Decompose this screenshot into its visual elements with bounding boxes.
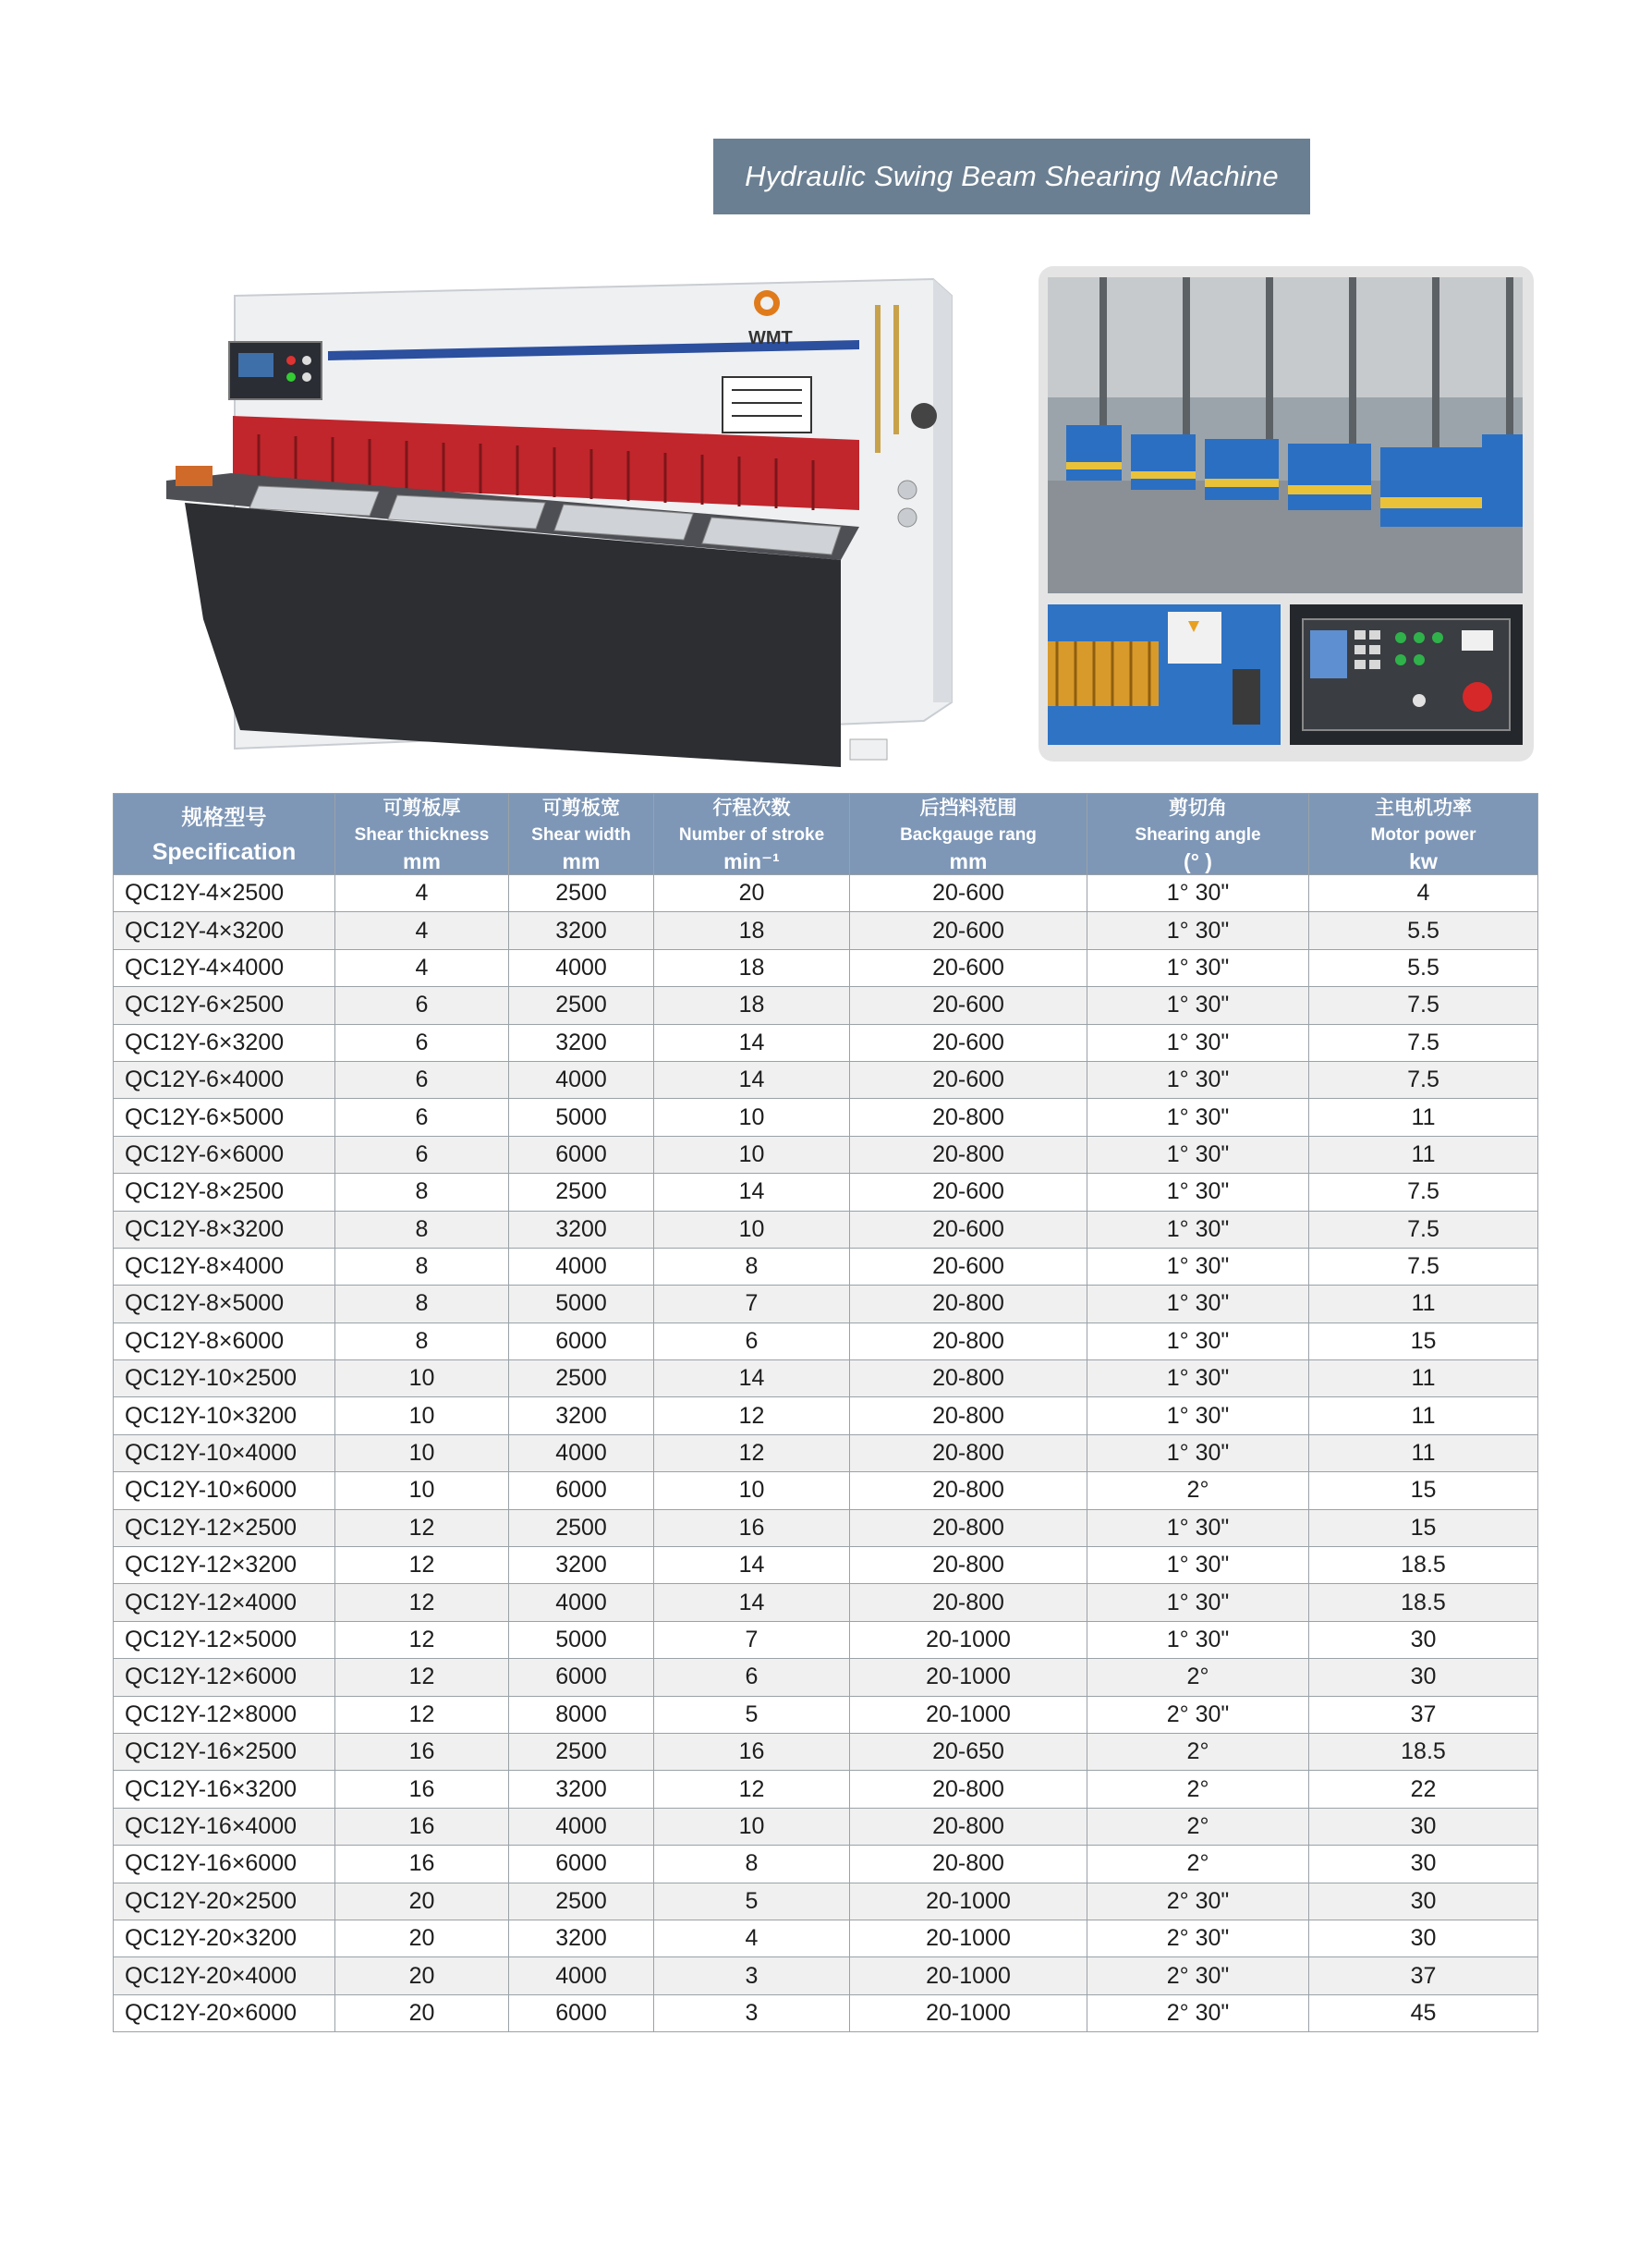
table-row bbox=[114, 1434, 1538, 1471]
cell-motor-power: 11 bbox=[1309, 1136, 1538, 1173]
cell-backgauge: 20-600 bbox=[850, 1061, 1087, 1098]
cell-shear-width: 6000 bbox=[509, 1323, 654, 1359]
cell-model: QC12Y-12×2500 bbox=[114, 1509, 335, 1546]
cell-backgauge: 20-800 bbox=[850, 1434, 1087, 1471]
cell-shear-thickness: 10 bbox=[335, 1397, 509, 1434]
cell-shear-thickness: 10 bbox=[335, 1360, 509, 1397]
cell-shear-width: 2500 bbox=[509, 1733, 654, 1770]
cell-backgauge: 20-800 bbox=[850, 1323, 1087, 1359]
cell-shear-thickness: 10 bbox=[335, 1472, 509, 1509]
cell-shearing-angle: 1° 30" bbox=[1087, 1621, 1309, 1658]
cell-strokes: 14 bbox=[654, 1547, 850, 1584]
table-row bbox=[114, 1323, 1538, 1359]
cell-motor-power: 18.5 bbox=[1309, 1584, 1538, 1621]
cell-shear-width: 2500 bbox=[509, 1509, 654, 1546]
cell-model: QC12Y-8×4000 bbox=[114, 1248, 335, 1285]
cell-backgauge: 20-600 bbox=[850, 987, 1087, 1024]
cell-shear-width: 8000 bbox=[509, 1696, 654, 1733]
cell-shear-thickness: 20 bbox=[335, 1994, 509, 2031]
cell-shearing-angle: 2° 30" bbox=[1087, 1957, 1309, 1994]
cell-model: QC12Y-8×3200 bbox=[114, 1211, 335, 1248]
cell-backgauge: 20-600 bbox=[850, 875, 1087, 912]
cell-shear-width: 2500 bbox=[509, 987, 654, 1024]
cell-strokes: 3 bbox=[654, 1957, 850, 1994]
cell-shearing-angle: 1° 30" bbox=[1087, 1061, 1309, 1098]
cell-shear-thickness: 20 bbox=[335, 1920, 509, 1956]
cell-model: QC12Y-4×3200 bbox=[114, 912, 335, 949]
cell-motor-power: 4 bbox=[1309, 875, 1538, 912]
cell-shear-thickness: 16 bbox=[335, 1771, 509, 1808]
header-en: Shear width bbox=[531, 824, 631, 845]
cell-model: QC12Y-20×2500 bbox=[114, 1883, 335, 1920]
cell-shearing-angle: 1° 30" bbox=[1087, 1099, 1309, 1136]
cell-shear-thickness: 4 bbox=[335, 949, 509, 986]
cell-shear-thickness: 8 bbox=[335, 1248, 509, 1285]
header-motor-power bbox=[1309, 794, 1538, 875]
cell-motor-power: 37 bbox=[1309, 1957, 1538, 1994]
cell-strokes: 5 bbox=[654, 1696, 850, 1733]
cell-motor-power: 5.5 bbox=[1309, 912, 1538, 949]
cell-shear-width: 3200 bbox=[509, 912, 654, 949]
cell-model: QC12Y-16×3200 bbox=[114, 1771, 335, 1808]
cell-strokes: 20 bbox=[654, 875, 850, 912]
cell-model: QC12Y-10×6000 bbox=[114, 1472, 335, 1509]
table-row bbox=[114, 875, 1538, 912]
cell-motor-power: 30 bbox=[1309, 1883, 1538, 1920]
cell-backgauge: 20-600 bbox=[850, 1174, 1087, 1211]
cell-shearing-angle: 1° 30" bbox=[1087, 1136, 1309, 1173]
table-row bbox=[114, 1286, 1538, 1323]
cell-shearing-angle: 2° 30" bbox=[1087, 1696, 1309, 1733]
blade-detail-photo bbox=[1048, 604, 1281, 745]
cell-shear-thickness: 8 bbox=[335, 1174, 509, 1211]
cell-model: QC12Y-16×2500 bbox=[114, 1733, 335, 1770]
cell-backgauge: 20-1000 bbox=[850, 1659, 1087, 1696]
table-row bbox=[114, 1696, 1538, 1733]
cell-strokes: 7 bbox=[654, 1286, 850, 1323]
cell-shear-width: 6000 bbox=[509, 1846, 654, 1883]
header-shear-thickness bbox=[335, 794, 509, 875]
cell-shear-width: 3200 bbox=[509, 1024, 654, 1061]
cell-shear-width: 2500 bbox=[509, 1883, 654, 1920]
cell-shear-thickness: 12 bbox=[335, 1621, 509, 1658]
cell-shearing-angle: 1° 30" bbox=[1087, 987, 1309, 1024]
table-row bbox=[114, 1061, 1538, 1098]
cell-strokes: 10 bbox=[654, 1136, 850, 1173]
cell-shear-width: 3200 bbox=[509, 1397, 654, 1434]
cell-backgauge: 20-800 bbox=[850, 1099, 1087, 1136]
cell-motor-power: 11 bbox=[1309, 1099, 1538, 1136]
cell-motor-power: 30 bbox=[1309, 1846, 1538, 1883]
cell-model: QC12Y-10×2500 bbox=[114, 1360, 335, 1397]
cell-strokes: 10 bbox=[654, 1099, 850, 1136]
cell-shearing-angle: 1° 30" bbox=[1087, 949, 1309, 986]
cell-shearing-angle: 1° 30" bbox=[1087, 1211, 1309, 1248]
header-zh: 可剪板宽 bbox=[542, 797, 620, 819]
cell-strokes: 8 bbox=[654, 1846, 850, 1883]
cell-backgauge: 20-1000 bbox=[850, 1994, 1087, 2031]
cell-shear-thickness: 16 bbox=[335, 1846, 509, 1883]
cell-strokes: 6 bbox=[654, 1323, 850, 1359]
cell-shear-width: 4000 bbox=[509, 1957, 654, 1994]
header-en: Shear thickness bbox=[354, 824, 490, 845]
cell-shear-width: 4000 bbox=[509, 1434, 654, 1471]
cell-motor-power: 7.5 bbox=[1309, 1061, 1538, 1098]
cell-shearing-angle: 1° 30" bbox=[1087, 1547, 1309, 1584]
cell-shear-width: 4000 bbox=[509, 949, 654, 986]
cell-model: QC12Y-8×2500 bbox=[114, 1174, 335, 1211]
cell-shear-width: 2500 bbox=[509, 1174, 654, 1211]
cell-shear-width: 6000 bbox=[509, 1136, 654, 1173]
cell-backgauge: 20-800 bbox=[850, 1846, 1087, 1883]
header-en: Number of stroke bbox=[678, 824, 825, 845]
cell-backgauge: 20-800 bbox=[850, 1547, 1087, 1584]
brand-name: WMT bbox=[748, 328, 793, 348]
cell-shear-width: 3200 bbox=[509, 1211, 654, 1248]
table-row bbox=[114, 1957, 1538, 1994]
cell-shearing-angle: 2° bbox=[1087, 1659, 1309, 1696]
cell-shear-thickness: 16 bbox=[335, 1808, 509, 1845]
spec-table bbox=[113, 793, 1538, 2032]
cell-shear-thickness: 6 bbox=[335, 1061, 509, 1098]
cell-shearing-angle: 2° 30" bbox=[1087, 1920, 1309, 1956]
cell-shear-thickness: 6 bbox=[335, 987, 509, 1024]
header-unit: mm bbox=[562, 848, 601, 873]
cell-motor-power: 15 bbox=[1309, 1509, 1538, 1546]
table-row bbox=[114, 987, 1538, 1024]
cell-shearing-angle: 1° 30" bbox=[1087, 1174, 1309, 1211]
cell-shear-thickness: 10 bbox=[335, 1434, 509, 1471]
cell-model: QC12Y-12×4000 bbox=[114, 1584, 335, 1621]
table-row bbox=[114, 1211, 1538, 1248]
table-row bbox=[114, 1920, 1538, 1956]
cell-shearing-angle: 1° 30" bbox=[1087, 1360, 1309, 1397]
photo-gallery bbox=[1039, 266, 1534, 762]
header-en: Specification bbox=[152, 838, 297, 865]
table-row bbox=[114, 1808, 1538, 1845]
header-zh: 可剪板厚 bbox=[383, 797, 461, 819]
header-zh: 剪切角 bbox=[1169, 797, 1227, 819]
cell-backgauge: 20-800 bbox=[850, 1286, 1087, 1323]
cell-shearing-angle: 1° 30" bbox=[1087, 1248, 1309, 1285]
table-row bbox=[114, 1024, 1538, 1061]
cell-motor-power: 5.5 bbox=[1309, 949, 1538, 986]
cell-backgauge: 20-800 bbox=[850, 1808, 1087, 1845]
cell-motor-power: 45 bbox=[1309, 1994, 1538, 2031]
cell-motor-power: 15 bbox=[1309, 1472, 1538, 1509]
cell-shearing-angle: 1° 30" bbox=[1087, 1397, 1309, 1434]
cell-shearing-angle: 2° bbox=[1087, 1771, 1309, 1808]
cell-strokes: 10 bbox=[654, 1211, 850, 1248]
cell-motor-power: 30 bbox=[1309, 1621, 1538, 1658]
table-row bbox=[114, 1248, 1538, 1285]
cell-shear-thickness: 4 bbox=[335, 875, 509, 912]
cell-shear-thickness: 20 bbox=[335, 1883, 509, 1920]
table-row bbox=[114, 1659, 1538, 1696]
cell-strokes: 14 bbox=[654, 1174, 850, 1211]
cell-model: QC12Y-12×8000 bbox=[114, 1696, 335, 1733]
cell-strokes: 18 bbox=[654, 912, 850, 949]
table-row bbox=[114, 1509, 1538, 1546]
cell-strokes: 12 bbox=[654, 1397, 850, 1434]
header-unit: mm bbox=[949, 848, 988, 873]
cell-model: QC12Y-20×4000 bbox=[114, 1957, 335, 1994]
cell-shear-thickness: 8 bbox=[335, 1211, 509, 1248]
cell-shearing-angle: 2° bbox=[1087, 1472, 1309, 1509]
header-unit: min⁻¹ bbox=[723, 848, 780, 873]
cell-shear-thickness: 8 bbox=[335, 1323, 509, 1359]
table-row bbox=[114, 1733, 1538, 1770]
table-row bbox=[114, 1994, 1538, 2031]
cell-shear-width: 6000 bbox=[509, 1994, 654, 2031]
cell-strokes: 12 bbox=[654, 1434, 850, 1471]
cell-shear-thickness: 6 bbox=[335, 1136, 509, 1173]
cell-shear-width: 2500 bbox=[509, 875, 654, 912]
cell-motor-power: 11 bbox=[1309, 1397, 1538, 1434]
cell-strokes: 14 bbox=[654, 1061, 850, 1098]
cell-strokes: 18 bbox=[654, 987, 850, 1024]
cell-shearing-angle: 2° bbox=[1087, 1846, 1309, 1883]
cell-model: QC12Y-8×6000 bbox=[114, 1323, 335, 1359]
table-row bbox=[114, 1360, 1538, 1397]
cell-strokes: 7 bbox=[654, 1621, 850, 1658]
cell-motor-power: 7.5 bbox=[1309, 1248, 1538, 1285]
cell-backgauge: 20-1000 bbox=[850, 1920, 1087, 1956]
cell-shearing-angle: 2° 30" bbox=[1087, 1994, 1309, 2031]
header-en: Motor power bbox=[1370, 824, 1476, 845]
table-row bbox=[114, 1846, 1538, 1883]
cnc-controller-photo bbox=[1290, 604, 1523, 745]
header-shearing-angle bbox=[1087, 794, 1309, 875]
header-unit: mm bbox=[403, 848, 441, 873]
cell-shear-width: 6000 bbox=[509, 1472, 654, 1509]
cell-motor-power: 7.5 bbox=[1309, 987, 1538, 1024]
cell-strokes: 10 bbox=[654, 1472, 850, 1509]
cell-motor-power: 7.5 bbox=[1309, 1174, 1538, 1211]
cell-motor-power: 11 bbox=[1309, 1360, 1538, 1397]
cell-backgauge: 20-1000 bbox=[850, 1957, 1087, 1994]
cell-model: QC12Y-4×2500 bbox=[114, 875, 335, 912]
header-unit: kw bbox=[1409, 848, 1438, 873]
cell-shearing-angle: 2° 30" bbox=[1087, 1883, 1309, 1920]
table-row bbox=[114, 1771, 1538, 1808]
cell-backgauge: 20-600 bbox=[850, 949, 1087, 986]
cell-shear-thickness: 12 bbox=[335, 1696, 509, 1733]
cell-model: QC12Y-10×4000 bbox=[114, 1434, 335, 1471]
cell-backgauge: 20-800 bbox=[850, 1136, 1087, 1173]
table-row bbox=[114, 1174, 1538, 1211]
cell-motor-power: 7.5 bbox=[1309, 1024, 1538, 1061]
cell-model: QC12Y-12×5000 bbox=[114, 1621, 335, 1658]
cell-strokes: 14 bbox=[654, 1360, 850, 1397]
cell-backgauge: 20-800 bbox=[850, 1771, 1087, 1808]
cell-model: QC12Y-10×3200 bbox=[114, 1397, 335, 1434]
cell-shear-width: 3200 bbox=[509, 1771, 654, 1808]
cell-model: QC12Y-6×6000 bbox=[114, 1136, 335, 1173]
cell-backgauge: 20-800 bbox=[850, 1397, 1087, 1434]
header-zh: 主电机功率 bbox=[1375, 797, 1472, 819]
header-unit: (° ) bbox=[1184, 848, 1212, 873]
cell-backgauge: 20-600 bbox=[850, 1024, 1087, 1061]
table-body bbox=[114, 875, 1538, 2032]
cell-model: QC12Y-6×3200 bbox=[114, 1024, 335, 1061]
cell-shear-thickness: 6 bbox=[335, 1099, 509, 1136]
cell-shear-thickness: 12 bbox=[335, 1659, 509, 1696]
cell-strokes: 16 bbox=[654, 1509, 850, 1546]
cell-strokes: 3 bbox=[654, 1994, 850, 2031]
cell-motor-power: 18.5 bbox=[1309, 1547, 1538, 1584]
cell-model: QC12Y-20×6000 bbox=[114, 1994, 335, 2031]
cell-model: QC12Y-16×6000 bbox=[114, 1846, 335, 1883]
cell-shearing-angle: 1° 30" bbox=[1087, 875, 1309, 912]
cell-model: QC12Y-20×3200 bbox=[114, 1920, 335, 1956]
cell-shear-width: 4000 bbox=[509, 1248, 654, 1285]
cell-strokes: 18 bbox=[654, 949, 850, 986]
cell-shear-width: 6000 bbox=[509, 1659, 654, 1696]
cell-backgauge: 20-800 bbox=[850, 1360, 1087, 1397]
cell-motor-power: 30 bbox=[1309, 1808, 1538, 1845]
header-number-of-stroke bbox=[654, 794, 850, 875]
cell-shear-width: 2500 bbox=[509, 1360, 654, 1397]
cell-shear-thickness: 4 bbox=[335, 912, 509, 949]
cell-model: QC12Y-6×2500 bbox=[114, 987, 335, 1024]
cell-strokes: 16 bbox=[654, 1733, 850, 1770]
cell-shear-width: 5000 bbox=[509, 1286, 654, 1323]
cell-motor-power: 11 bbox=[1309, 1286, 1538, 1323]
cell-shear-width: 5000 bbox=[509, 1621, 654, 1658]
cell-shear-thickness: 12 bbox=[335, 1584, 509, 1621]
cell-backgauge: 20-800 bbox=[850, 1584, 1087, 1621]
cell-backgauge: 20-600 bbox=[850, 1248, 1087, 1285]
table-row bbox=[114, 912, 1538, 949]
cell-shearing-angle: 2° bbox=[1087, 1808, 1309, 1845]
cell-shear-thickness: 20 bbox=[335, 1957, 509, 1994]
page-title: Hydraulic Swing Beam Shearing Machine bbox=[745, 160, 1279, 192]
cell-strokes: 8 bbox=[654, 1248, 850, 1285]
cell-shearing-angle: 1° 30" bbox=[1087, 1509, 1309, 1546]
cell-model: QC12Y-8×5000 bbox=[114, 1286, 335, 1323]
machine-photo bbox=[157, 268, 989, 795]
cell-model: QC12Y-16×4000 bbox=[114, 1808, 335, 1845]
cell-model: QC12Y-6×5000 bbox=[114, 1099, 335, 1136]
table-row bbox=[114, 1136, 1538, 1173]
table-row bbox=[114, 1397, 1538, 1434]
cell-motor-power: 15 bbox=[1309, 1323, 1538, 1359]
cell-backgauge: 20-800 bbox=[850, 1472, 1087, 1509]
table-row bbox=[114, 1584, 1538, 1621]
cell-shearing-angle: 1° 30" bbox=[1087, 1286, 1309, 1323]
cell-shearing-angle: 1° 30" bbox=[1087, 1584, 1309, 1621]
cell-shearing-angle: 1° 30" bbox=[1087, 912, 1309, 949]
header-en: Backgauge rang bbox=[900, 824, 1037, 845]
cell-strokes: 14 bbox=[654, 1584, 850, 1621]
cell-shear-thickness: 12 bbox=[335, 1509, 509, 1546]
table-header-row bbox=[114, 794, 1538, 875]
cell-shear-width: 3200 bbox=[509, 1920, 654, 1956]
header-zh: 行程次数 bbox=[712, 797, 791, 819]
cell-backgauge: 20-650 bbox=[850, 1733, 1087, 1770]
cell-motor-power: 22 bbox=[1309, 1771, 1538, 1808]
cell-backgauge: 20-1000 bbox=[850, 1883, 1087, 1920]
cell-motor-power: 7.5 bbox=[1309, 1211, 1538, 1248]
cell-model: QC12Y-6×4000 bbox=[114, 1061, 335, 1098]
cell-shear-thickness: 16 bbox=[335, 1733, 509, 1770]
cell-motor-power: 37 bbox=[1309, 1696, 1538, 1733]
cell-motor-power: 30 bbox=[1309, 1920, 1538, 1956]
cell-motor-power: 11 bbox=[1309, 1434, 1538, 1471]
title-banner bbox=[713, 139, 1310, 214]
cell-backgauge: 20-800 bbox=[850, 1509, 1087, 1546]
cell-shearing-angle: 1° 30" bbox=[1087, 1434, 1309, 1471]
table-row bbox=[114, 1547, 1538, 1584]
table-row bbox=[114, 1099, 1538, 1136]
cell-shear-width: 4000 bbox=[509, 1584, 654, 1621]
cell-shear-width: 4000 bbox=[509, 1808, 654, 1845]
cell-shear-width: 3200 bbox=[509, 1547, 654, 1584]
cell-shearing-angle: 1° 30" bbox=[1087, 1024, 1309, 1061]
cell-shear-thickness: 8 bbox=[335, 1286, 509, 1323]
factory-workshop-photo bbox=[1048, 277, 1523, 593]
table-row bbox=[114, 1621, 1538, 1658]
header-specification bbox=[114, 794, 335, 875]
cell-backgauge: 20-1000 bbox=[850, 1621, 1087, 1658]
cell-shear-thickness: 12 bbox=[335, 1547, 509, 1584]
cell-shearing-angle: 2° bbox=[1087, 1733, 1309, 1770]
cell-model: QC12Y-12×3200 bbox=[114, 1547, 335, 1584]
cell-strokes: 6 bbox=[654, 1659, 850, 1696]
cell-strokes: 14 bbox=[654, 1024, 850, 1061]
header-zh: 后挡料范围 bbox=[919, 797, 1017, 819]
header-en: Shearing angle bbox=[1135, 824, 1261, 845]
cell-backgauge: 20-600 bbox=[850, 1211, 1087, 1248]
cell-shearing-angle: 1° 30" bbox=[1087, 1323, 1309, 1359]
cell-strokes: 4 bbox=[654, 1920, 850, 1956]
cell-strokes: 10 bbox=[654, 1808, 850, 1845]
cell-strokes: 12 bbox=[654, 1771, 850, 1808]
table-row bbox=[114, 1883, 1538, 1920]
cell-strokes: 5 bbox=[654, 1883, 850, 1920]
cell-backgauge: 20-600 bbox=[850, 912, 1087, 949]
header-zh: 规格型号 bbox=[181, 804, 267, 829]
cell-shear-width: 4000 bbox=[509, 1061, 654, 1098]
cell-model: QC12Y-4×4000 bbox=[114, 949, 335, 986]
table-row bbox=[114, 1472, 1538, 1509]
cell-motor-power: 30 bbox=[1309, 1659, 1538, 1696]
header-backgauge-range bbox=[850, 794, 1087, 875]
cell-backgauge: 20-1000 bbox=[850, 1696, 1087, 1733]
cell-motor-power: 18.5 bbox=[1309, 1733, 1538, 1770]
cell-model: QC12Y-12×6000 bbox=[114, 1659, 335, 1696]
cell-shear-width: 5000 bbox=[509, 1099, 654, 1136]
table-row bbox=[114, 949, 1538, 986]
header-shear-width bbox=[509, 794, 654, 875]
cell-shear-thickness: 6 bbox=[335, 1024, 509, 1061]
